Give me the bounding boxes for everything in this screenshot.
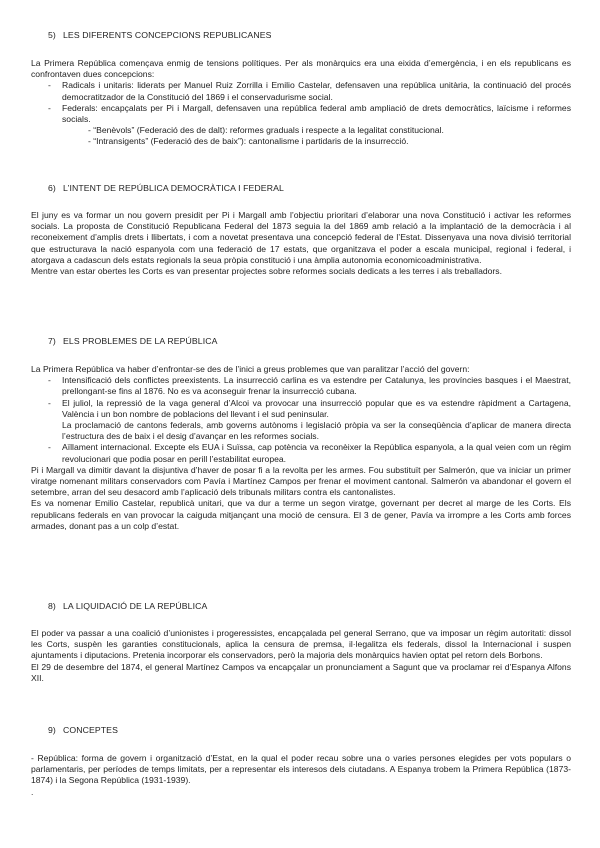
section-7 <box>31 336 571 347</box>
section-number: 5) <box>48 30 56 40</box>
paragraph: . <box>31 786 34 797</box>
paragraph: El juny es va formar un nou govern presidit per Pi i Margall amb l’objectiu prioritari d’elaborar una nova Constitució i activar les reformes socials. La proposta de Constitució Republicana Federal del 1873 seguia la del 1869 amb relació a la implantació de la democràcia i al reconeixement d’amplis drets i llibertats, i com a novetat presentava una concepció federal de l’Estat. Dissenyava una nova divisió territorial que estructurava la nació espanyola com una federació de 17 estats, que organitzava el poder a escala municipal, regional i federal, i atorgava a cadascun dels estats regionals la seua pròpia constitució i una àmplia autonomia economicoadministrativa. <box>31 210 571 265</box>
section-8-heading <box>31 601 571 612</box>
section-6-body <box>31 210 571 277</box>
list <box>31 442 571 464</box>
section-title: ELS PROBLEMES DE LA REPÚBLICA <box>63 336 218 346</box>
section-6-heading <box>31 183 571 194</box>
list-item: - Radicals i unitaris: liderats per Manuel Ruiz Zorrilla i Emilio Castelar, defensaven una república unitària, la continuació del procés democratitzador de la Constitució del 1869 i el conservadurisme social. <box>31 80 571 102</box>
section-8-body <box>31 628 571 684</box>
sublist-wrapper <box>31 125 571 147</box>
section-6 <box>31 183 571 194</box>
section-5 <box>31 30 571 41</box>
list-item-continuation: La proclamació de cantons federals, amb governs autònoms i legislació pròpia va ser la conseqüència d’aplicar de manera directa l’estructura des de baix i el desig d’avançar en les reformes socials. <box>62 420 571 442</box>
section-number: 6) <box>48 183 56 193</box>
paragraph: La Primera República començava enmig de tensions polítiques. Per als monàrquics era una eixida d’emergència, i en els republicans es confrontaven dues concepcions: <box>31 58 571 80</box>
section-5-heading <box>31 30 571 41</box>
section-title: LES DIFERENTS CONCEPCIONS REPUBLICANES <box>63 30 272 40</box>
paragraph: - República: forma de govern i organització d’Estat, en la qual el poder recau sobre una o varies persones elegides per vots populars o parlamentaris, per períodes de temps limitats, per a representar els interesos dels ciutadans. A Espanya trobem la Primera República (1873-1874) i la Segona República (1931-1939). <box>31 753 571 786</box>
paragraph: Es va nomenar Emilio Castelar, republicà unitari, que va dur a terme un segon viratge, governant per decret al marge de les Corts. Els republicans federals en van provocar la caiguda mitjançant una moció de censura. El 3 de gener, Pavía va irrompre a les Corts amb forces armades, donant pas a un colp d’estat. <box>31 498 571 531</box>
sublist <box>62 125 571 147</box>
section-9 <box>31 725 571 736</box>
section-9-body <box>31 753 571 798</box>
section-5-body <box>31 58 571 148</box>
section-number: 7) <box>48 336 56 346</box>
section-title: LA LIQUIDACIÓ DE LA REPÚBLICA <box>63 601 208 611</box>
list-item: - El juliol, la repressió de la vaga general d’Alcoi va provocar una insurrecció popular que es va estendre ràpidment a Cartagena, València i un bon nombre de poblacions del llevant i el sud peninsular. <box>31 398 571 420</box>
section-number: 8) <box>48 601 56 611</box>
paragraph: Pi i Margall va dimitir davant la disjuntiva d’haver de posar fi a la revolta per les armes. Fou substituït per Salmerón, que va iniciar un primer viratge nomenant militars conservadors com Pavía i Martínez Campos per frenar el moviment cantonal. Salmerón va abandonar el govern el setembre, arran del seu desacord amb l’aplicació dels tribunals militars contra els cantonalistes. <box>31 464 571 498</box>
list <box>31 375 571 420</box>
paragraph: La Primera República va haber d’enfrontar-se des de l’inici a greus problemes que van paralitzar l’acció del govern: <box>31 364 470 374</box>
paragraph: El poder va passar a una coalició d’unionistes i progeressistes, encapçalada pel general Serrano, que va imposar un règim autoritati: dissol les Corts, suspèn les garanties constitucionals, aplica la censura de premsa, il·legalitza els federals, dissol la Internacional i suspen ajuntaments i diputacions. Pretenia incorporar els conservadors, però la majoria dels monàrquics havien optat pel retorn dels Borbons. <box>31 628 571 661</box>
section-title: L’INTENT DE REPÚBLICA DEMOCRÀTICA I FEDERAL <box>63 183 284 193</box>
paragraph: Mentre van estar obertes les Corts es van presentar projectes sobre reformes socials dedicats a les terres i als treballadors. <box>31 266 502 277</box>
section-9-heading <box>31 725 571 736</box>
list <box>31 80 571 125</box>
section-number: 9) <box>48 725 56 735</box>
section-8 <box>31 601 571 612</box>
list-item: - Intensificació dels conflictes preexistents. La insurrecció carlina es va estendre per Catalunya, les províncies basques i el Maestrat, prellongant-se fins al 1876. No es va aconseguir frenar la insurrecció cubana. <box>31 375 571 397</box>
paragraph: El 29 de desembre del 1874, el general Martínez Campos va encapçalar un pronunciament a Sagunt que va proclamar rei d’Espanya Alfons XII. <box>31 661 571 683</box>
section-7-body <box>31 364 571 532</box>
list-item: - Aïllament internacional. Excepte els EUA i Suïssa, cap potència va reconèixer la República espanyola, a la qual veien com un règim revolucionari que podia posar en perill l’estabilitat europea. <box>31 442 571 464</box>
sublist-item: - “Intransigents” (Federació des de baix”): cantonalisme i partidaris de la insurrecció. <box>88 136 571 147</box>
sublist-item: - “Benèvols” (Federació des de dalt): reformes graduals i respecte a la legalitat constitucional. <box>88 125 571 136</box>
section-title: CONCEPTES <box>63 725 118 735</box>
section-7-heading <box>31 336 571 347</box>
list-item: - Federals: encapçalats per Pi i Margall, defensaven una república federal amb ampliació de drets democràtics, laïcisme i reformes socials. <box>31 103 571 125</box>
